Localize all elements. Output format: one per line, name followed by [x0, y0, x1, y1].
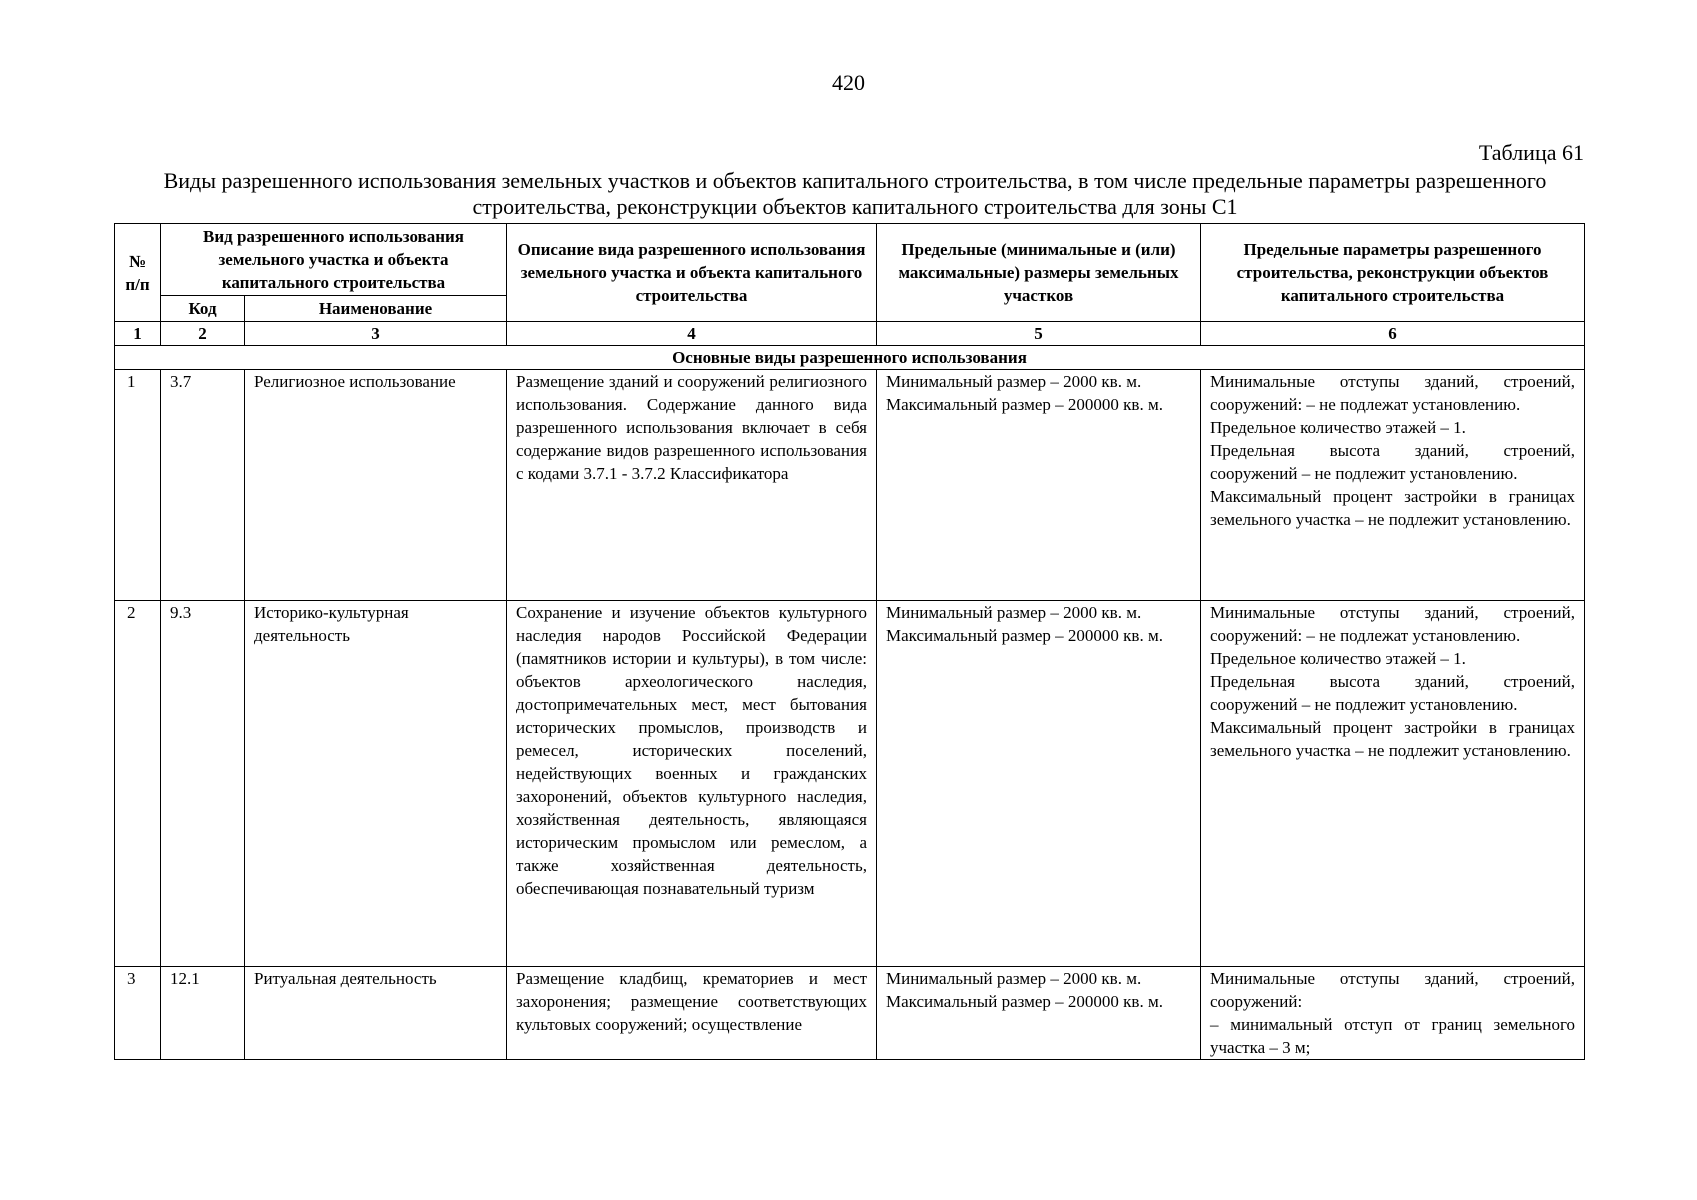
header-code: Код — [161, 296, 245, 322]
row-sizes — [877, 601, 1201, 967]
param-line: Предельная высота зданий, строений, сооружений – не подлежит установлению. — [1210, 672, 1575, 714]
column-number: 3 — [245, 322, 507, 346]
header-params: Предельные параметры разрешенного строительства, реконструкции объектов капитального строительства — [1201, 224, 1585, 322]
param-line: Максимальный процент застройки в границах земельного участка – не подлежит установлению. — [1210, 718, 1575, 760]
row-name: Ритуальная деятельность — [245, 967, 507, 1060]
row-num: 2 — [115, 601, 161, 967]
row-description: Размещение кладбищ, крематориев и мест захоронения; размещение соответствующих культовых сооружений; осуществление — [507, 967, 877, 1060]
size-max: Максимальный размер – 200000 кв. м. — [886, 626, 1163, 645]
header-name: Наименование — [245, 296, 507, 322]
param-line: Предельная высота зданий, строений, сооружений – не подлежит установлению. — [1210, 441, 1575, 483]
column-number: 4 — [507, 322, 877, 346]
size-max: Максимальный размер – 200000 кв. м. — [886, 395, 1163, 414]
page-number: 420 — [832, 70, 865, 95]
param-line: Предельное количество этажей – 1. — [1210, 649, 1466, 668]
param-line: Минимальные отступы зданий, строений, сооружений: – не подлежат установлению. — [1210, 603, 1575, 645]
param-line: Минимальные отступы зданий, строений, сооружений: — [1210, 969, 1575, 1011]
land-use-table — [114, 223, 1585, 1060]
param-line: Предельное количество этажей – 1. — [1210, 418, 1466, 437]
column-number-row — [115, 322, 1585, 346]
row-code: 3.7 — [161, 370, 245, 601]
header-description: Описание вида разрешенного использования земельного участка и объекта капитального строительства — [507, 224, 877, 322]
table-row — [115, 370, 1585, 601]
table-caption: Виды разрешенного использования земельных участков и объектов капитального строительства, в том числе предельные параметры разрешенного строительства, реконструкции объектов капитального строительства для зоны С1 — [163, 168, 1547, 219]
param-line: Минимальные отступы зданий, строений, сооружений: – не подлежат установлению. — [1210, 372, 1575, 414]
row-num: 3 — [115, 967, 161, 1060]
row-code: 9.3 — [161, 601, 245, 967]
size-max: Максимальный размер – 200000 кв. м. — [886, 992, 1163, 1011]
param-line: Максимальный процент застройки в границах земельного участка – не подлежит установлению. — [1210, 487, 1575, 529]
row-description: Размещение зданий и сооружений религиозного использования. Содержание данного вида разрешенного использования включает в себя содержание видов разрешенного использования с кодами 3.7.1 - 3.7.2 Классификатора — [507, 370, 877, 601]
size-min: Минимальный размер – 2000 кв. м. — [886, 969, 1142, 988]
row-code: 12.1 — [161, 967, 245, 1060]
header-sizes: Предельные (минимальные и (или) максимальные) размеры земельных участков — [877, 224, 1201, 322]
section-row — [115, 346, 1585, 370]
row-sizes — [877, 967, 1201, 1060]
table-label: Таблица 61 — [1478, 140, 1584, 165]
header-num: № п/п — [115, 224, 161, 322]
row-num: 1 — [115, 370, 161, 601]
row-params — [1201, 601, 1585, 967]
row-sizes — [877, 370, 1201, 601]
row-name: Религиозное использование — [245, 370, 507, 601]
column-number: 1 — [115, 322, 161, 346]
row-name: Историко-культурная деятельность — [245, 601, 507, 967]
row-params — [1201, 967, 1585, 1060]
header-vid: Вид разрешенного использования земельного участка и объекта капитального строительства — [161, 224, 507, 296]
row-params — [1201, 370, 1585, 601]
param-line: – минимальный отступ от границ земельного участка – 3 м; — [1210, 1015, 1575, 1057]
column-number: 2 — [161, 322, 245, 346]
row-description: Сохранение и изучение объектов культурного наследия народов Российской Федерации (памятников истории и культуры), в том числе: объектов археологического наследия, достопримечательных мест, мест бытования исторических промыслов, производств и ремесел, исторических поселений, недействующих военных и гражданских захоронений, объектов культурного наследия, хозяйственная деятельность, являющаяся историческим промыслом или ремеслом, а также хозяйственная деятельность, обеспечивающая познавательный туризм — [507, 601, 877, 967]
size-min: Минимальный размер – 2000 кв. м. — [886, 603, 1142, 622]
table-row — [115, 601, 1585, 967]
column-number: 5 — [877, 322, 1201, 346]
table-row — [115, 967, 1585, 1060]
header-row — [115, 224, 1585, 296]
column-number: 6 — [1201, 322, 1585, 346]
section-title: Основные виды разрешенного использования — [115, 346, 1585, 370]
size-min: Минимальный размер – 2000 кв. м. — [886, 372, 1142, 391]
